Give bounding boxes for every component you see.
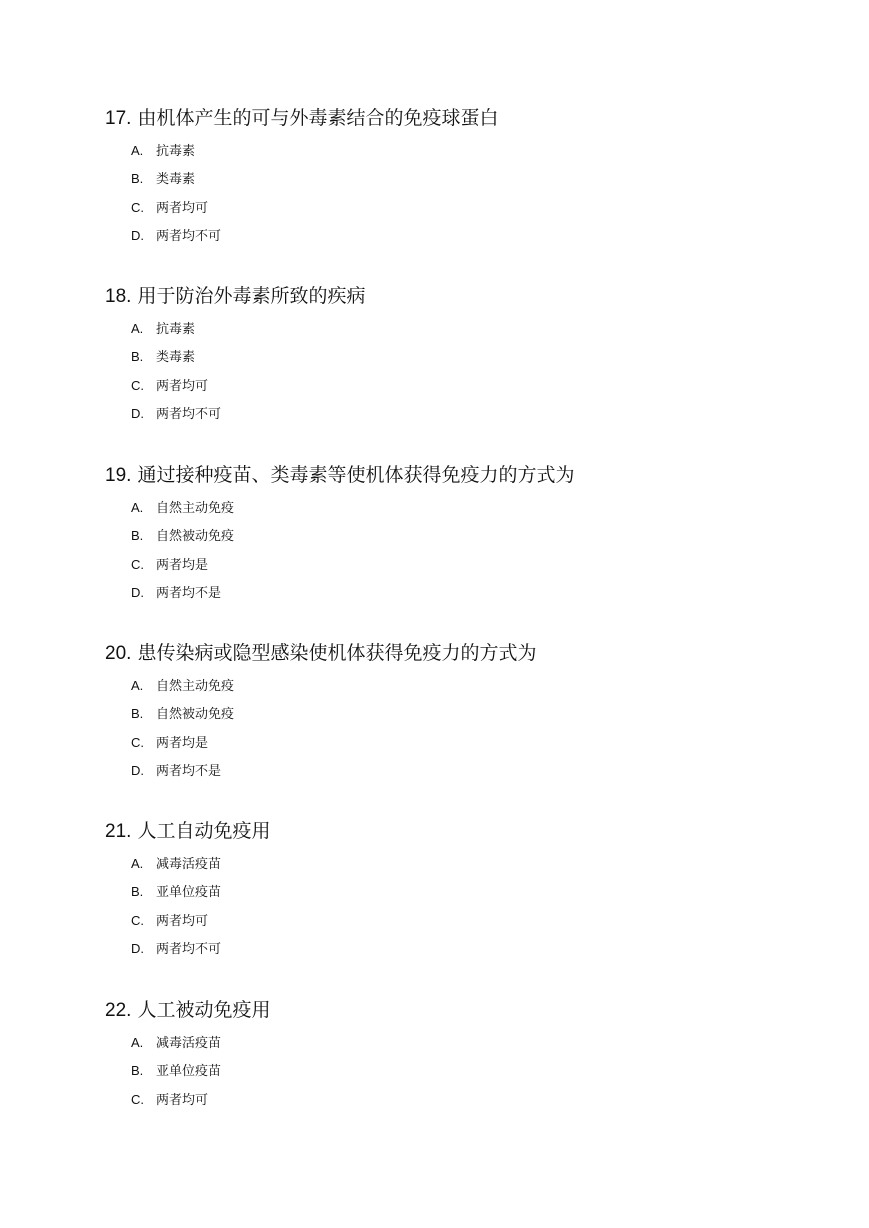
option-letter: C.: [131, 912, 144, 928]
question-text: 用于防治外毒素所致的疾病: [137, 285, 366, 307]
option-letter: A.: [131, 143, 144, 158]
question-title: [105, 462, 825, 488]
option-letter: D.: [131, 940, 144, 956]
option-text: 两者均是: [156, 557, 209, 573]
question-title: [105, 818, 825, 844]
option-d: [131, 761, 825, 789]
option-b: [131, 169, 825, 197]
option-letter: C.: [131, 556, 144, 572]
option-letter: B.: [131, 884, 144, 900]
option-text: 自然主动免疫: [156, 501, 235, 516]
option-text: 减毒活疫苗: [156, 1036, 222, 1051]
option-list: [131, 141, 825, 254]
option-list: [131, 1033, 825, 1118]
option-d: [131, 226, 825, 254]
option-b: [131, 1061, 825, 1089]
option-text: 两者均不是: [156, 585, 222, 601]
question-22: [105, 997, 825, 1118]
question-21: [105, 818, 825, 967]
question-number: 21.: [105, 821, 132, 842]
option-a: [131, 676, 825, 704]
option-b: [131, 347, 825, 375]
option-letter: C.: [131, 734, 144, 750]
option-text: 两者均不可: [156, 228, 222, 244]
option-text: 两者均不可: [156, 941, 222, 957]
option-text: 自然被动免疫: [156, 707, 235, 723]
option-letter: B.: [131, 171, 144, 187]
option-text: 两者均可: [156, 913, 209, 929]
question-number: 22.: [105, 1000, 132, 1021]
option-letter: B.: [131, 349, 144, 365]
option-text: 自然被动免疫: [156, 529, 235, 545]
option-letter: C.: [131, 377, 144, 393]
option-list: [131, 854, 825, 967]
option-text: 亚单位疫苗: [156, 1064, 222, 1080]
option-b: [131, 526, 825, 554]
question-17: [105, 105, 825, 254]
option-letter: A.: [131, 321, 144, 336]
option-text: 两者均是: [156, 735, 209, 751]
option-letter: D.: [131, 227, 144, 243]
question-title: [105, 283, 825, 309]
option-list: [131, 319, 825, 432]
option-text: 两者均可: [156, 1092, 209, 1108]
option-letter: D.: [131, 405, 144, 421]
option-letter: A.: [131, 856, 144, 871]
option-text: 类毒素: [156, 172, 196, 188]
option-a: [131, 1033, 825, 1061]
option-text: 抗毒素: [156, 322, 196, 337]
question-19: [105, 462, 825, 611]
question-title: [105, 640, 825, 666]
option-text: 抗毒素: [156, 144, 196, 159]
question-20: [105, 640, 825, 789]
option-a: [131, 498, 825, 526]
option-letter: B.: [131, 706, 144, 722]
option-letter: D.: [131, 584, 144, 600]
question-title: [105, 997, 825, 1023]
option-b: [131, 704, 825, 732]
question-number: 19.: [105, 465, 132, 486]
option-list: [131, 498, 825, 611]
option-text: 亚单位疫苗: [156, 885, 222, 901]
option-c: [131, 198, 825, 226]
option-a: [131, 854, 825, 882]
question-text: 人工自动免疫用: [137, 820, 271, 842]
option-c: [131, 376, 825, 404]
question-text: 由机体产生的可与外毒素结合的免疫球蛋白: [137, 107, 499, 129]
option-text: 两者均可: [156, 378, 209, 394]
option-list: [131, 676, 825, 789]
option-b: [131, 882, 825, 910]
option-text: 两者均不可: [156, 406, 222, 422]
option-letter: C.: [131, 1091, 144, 1107]
option-a: [131, 141, 825, 169]
option-text: 类毒素: [156, 350, 196, 366]
question-title: [105, 105, 825, 131]
option-text: 自然主动免疫: [156, 679, 235, 694]
option-letter: A.: [131, 678, 144, 693]
option-text: 两者均可: [156, 200, 209, 216]
option-a: [131, 319, 825, 347]
question-18: [105, 283, 825, 432]
option-letter: D.: [131, 762, 144, 778]
option-c: [131, 733, 825, 761]
option-d: [131, 939, 825, 967]
option-text: 减毒活疫苗: [156, 857, 222, 872]
option-letter: A.: [131, 500, 144, 515]
question-number: 17.: [105, 108, 132, 129]
question-number: 18.: [105, 286, 132, 307]
option-d: [131, 404, 825, 432]
question-number: 20.: [105, 643, 132, 664]
option-c: [131, 1090, 825, 1118]
option-c: [131, 911, 825, 939]
option-letter: B.: [131, 1063, 144, 1079]
option-letter: C.: [131, 199, 144, 215]
option-d: [131, 583, 825, 611]
option-letter: B.: [131, 528, 144, 544]
question-text: 通过接种疫苗、类毒素等使机体获得免疫力的方式为: [137, 464, 575, 486]
option-text: 两者均不是: [156, 763, 222, 779]
option-c: [131, 555, 825, 583]
question-text: 患传染病或隐型感染使机体获得免疫力的方式为: [137, 642, 537, 664]
option-letter: A.: [131, 1035, 144, 1050]
question-text: 人工被动免疫用: [137, 999, 271, 1021]
